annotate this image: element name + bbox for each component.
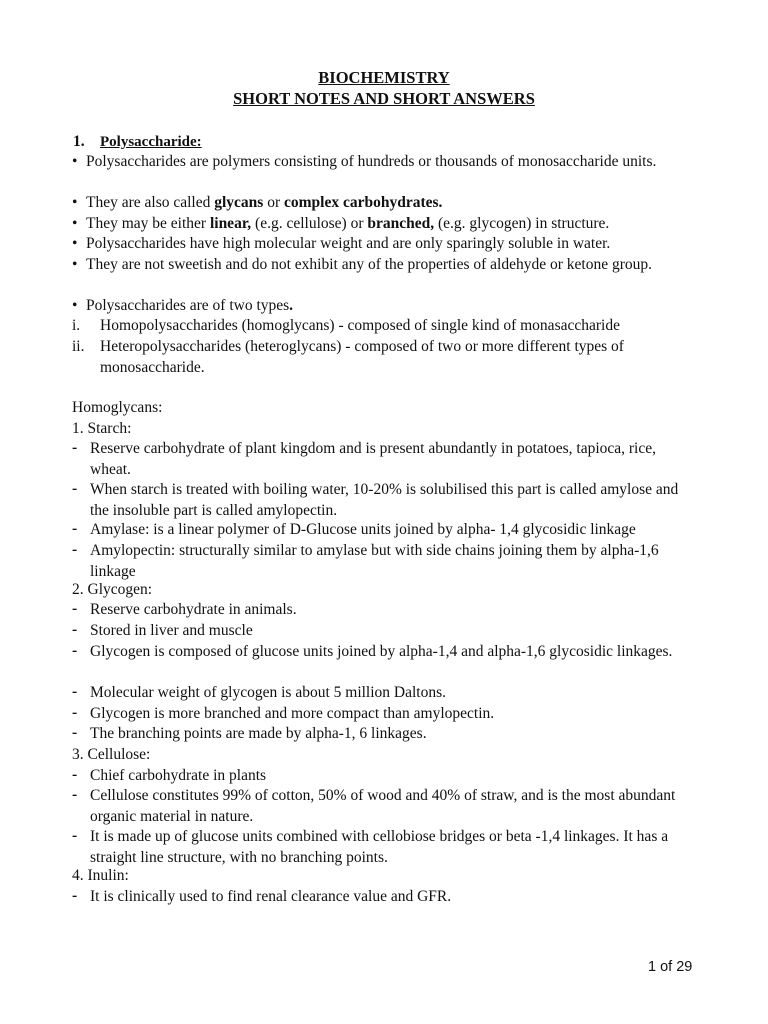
- dash-marker: -: [72, 887, 78, 904]
- section-number: 1.: [73, 133, 85, 150]
- dash-text: The branching points are made by alpha-1, 6 linkages.: [90, 725, 427, 742]
- dash-item: [72, 480, 692, 521]
- type-item: [72, 316, 692, 337]
- dash-text: Stored in liver and muscle: [90, 622, 253, 639]
- bullet-text: Polysaccharides are of two types.: [86, 297, 294, 314]
- dash-marker: -: [72, 724, 78, 741]
- dash-item: [72, 724, 692, 745]
- dash-text: It is clinically used to find renal clearance value and GFR.: [90, 888, 452, 905]
- dash-item: [72, 827, 692, 868]
- dash-item: [72, 520, 692, 541]
- bullet-marker: •: [72, 153, 78, 170]
- bullet-item: [72, 296, 692, 317]
- type-text: Heteropolysaccharides (heteroglycans) - composed of two or more different types of monosaccharide.: [100, 338, 624, 376]
- dash-marker: -: [72, 766, 78, 783]
- type-text: Homopolysaccharides (homoglycans) - composed of single kind of monasaccharide: [100, 317, 620, 334]
- section-heading: [73, 132, 202, 153]
- bullet-item: [72, 152, 692, 173]
- page-number: 1 of 29: [648, 959, 693, 975]
- dash-text: Amylase: is a linear polymer of D-Glucose units joined by alpha- 1,4 glycosidic linkage: [90, 521, 636, 538]
- bullet-text: Polysaccharides are polymers consisting of hundreds or thousands of monosaccharide units.: [86, 153, 657, 170]
- dash-text: It is made up of glucose units combined with cellobiose bridges or beta -1,4 linkages. It has a straight line structure, with no branching points.: [90, 828, 669, 866]
- dash-marker: -: [72, 827, 78, 844]
- bullet-item: [72, 214, 692, 235]
- dash-marker: -: [72, 621, 78, 638]
- section-title: Polysaccharide:: [100, 134, 202, 150]
- starch-heading: 1. Starch:: [72, 420, 132, 437]
- dash-marker: -: [72, 541, 78, 558]
- bullet-marker: •: [72, 215, 78, 232]
- dash-text: Amylopectin: structurally similar to amylase but with side chains joining them by alpha-1,6 linkage: [90, 542, 659, 580]
- dash-text: Molecular weight of glycogen is about 5 million Daltons.: [90, 684, 447, 701]
- dash-marker: -: [72, 642, 78, 659]
- dash-item: [72, 600, 692, 621]
- bullet-item: [72, 255, 692, 276]
- dash-item: [72, 887, 692, 908]
- dash-item: [72, 541, 692, 582]
- dash-marker: -: [72, 600, 78, 617]
- bullet-marker: •: [72, 256, 78, 273]
- bullet-item: [72, 234, 692, 255]
- type-marker: ii.: [72, 338, 85, 355]
- dash-item: [72, 642, 692, 663]
- bullet-text: Polysaccharides have high molecular weight and are only sparingly soluble in water.: [86, 235, 611, 252]
- inulin-heading: 4. Inulin:: [72, 867, 129, 884]
- bullet-marker: •: [72, 297, 78, 314]
- dash-text: Chief carbohydrate in plants: [90, 767, 267, 784]
- dash-marker: -: [72, 480, 78, 497]
- homoglycans-label: Homoglycans:: [72, 399, 163, 416]
- dash-text: Glycogen is composed of glucose units joined by alpha-1,4 and alpha-1,6 glycosidic linkages.: [90, 643, 673, 660]
- bullet-text: They may be either linear, (e.g. cellulose) or branched, (e.g. glycogen) in structure.: [86, 215, 610, 232]
- dash-item: [72, 439, 692, 480]
- dash-item: [72, 683, 692, 704]
- bullet-text: They are not sweetish and do not exhibit any of the properties of aldehyde or ketone group.: [86, 256, 653, 273]
- document-title: BIOCHEMISTRY: [318, 68, 450, 87]
- dash-item: [72, 766, 692, 787]
- dash-text: Glycogen is more branched and more compact than amylopectin.: [90, 705, 495, 722]
- dash-marker: -: [72, 520, 78, 537]
- bullet-text: They are also called glycans or complex carbohydrates.: [86, 194, 443, 211]
- type-item: [72, 337, 692, 378]
- glycogen-heading: 2. Glycogen:: [72, 581, 153, 598]
- dash-item: [72, 786, 692, 827]
- dash-marker: -: [72, 786, 78, 803]
- bullet-marker: •: [72, 235, 78, 252]
- bullet-item: [72, 193, 692, 214]
- dash-marker: -: [72, 704, 78, 721]
- dash-item: [72, 704, 692, 725]
- dash-marker: -: [72, 439, 78, 456]
- cellulose-heading: 3. Cellulose:: [72, 746, 151, 763]
- dash-item: [72, 621, 692, 642]
- document-subtitle: SHORT NOTES AND SHORT ANSWERS: [233, 89, 535, 108]
- bullet-marker: •: [72, 194, 78, 211]
- dash-text: Reserve carbohydrate of plant kingdom and is present abundantly in potatoes, tapioca, rice, wheat.: [90, 440, 656, 478]
- dash-text: Reserve carbohydrate in animals.: [90, 601, 297, 618]
- dash-marker: -: [72, 683, 78, 700]
- dash-text: Cellulose constitutes 99% of cotton, 50% of wood and 40% of straw, and is the most abundant organic material in nature.: [90, 787, 676, 825]
- type-marker: i.: [72, 317, 81, 334]
- dash-text: When starch is treated with boiling water, 10-20% is solubilised this part is called amylose and the insoluble part is called amylopectin.: [90, 481, 679, 519]
